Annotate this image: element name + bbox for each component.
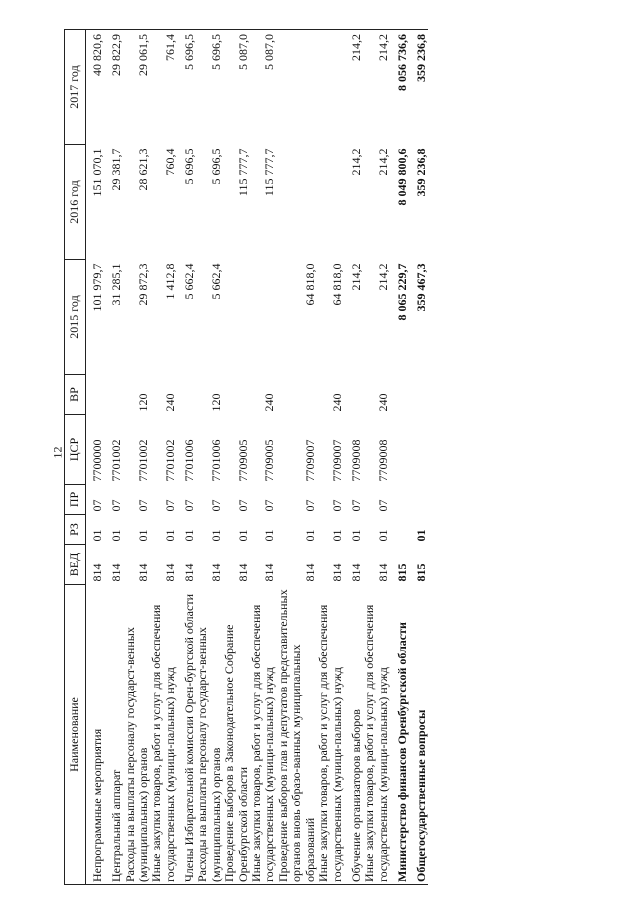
table-row [409,30,428,885]
row-value-2017: 5 696,5 [196,30,223,145]
row-rz: 01 [208,529,223,542]
header-csr: ЦСР [65,415,86,485]
row-ved: 814 [262,563,277,582]
row-name: Расходы на выплаты персоналу государст-венных (муниципальных) органов [196,585,223,885]
row-name: Иные закупки товаров, работ и услуг для обеспечения государственных (муници-пальных) нужд [250,585,277,885]
row-csr: 7701002 [109,439,124,482]
row-csr: 7701002 [135,439,150,482]
row-pr: 07 [329,499,344,512]
row-value-2017: 29 061,5 [124,30,151,145]
row-pr: 07 [181,499,196,512]
row-name: Иные закупки товаров, работ и услуг для обеспечения государственных (муници-пальных) нужд [317,585,344,885]
row-ved: 815 [394,563,409,582]
row-name: Проведение выборов в Законодательное Собрание Оренбургской области [223,585,250,885]
row-ved: 814 [235,563,250,582]
header-vr: ВР [65,375,86,415]
row-value-2017: 214,2 [344,30,363,145]
row-csr: 7701006 [181,439,196,482]
row-ved: 814 [109,563,124,582]
row-value-2017: 40 820,6 [86,30,105,145]
row-ved: 814 [329,563,344,582]
header-2015: 2015 год [65,260,86,375]
row-rz: 01 [109,529,124,542]
row-vr [86,375,105,415]
row-vr [105,375,124,415]
row-value-2015: 1 412,8 [162,263,177,300]
rotated-table-container [64,30,624,885]
row-value-2016: 115 777,7 [262,148,277,197]
row-vr [177,375,196,415]
row-name: Иные закупки товаров, работ и услуг для обеспечения государственных (муници-пальных) нужд [363,585,390,885]
row-name: Обучение организаторов выборов [344,585,363,885]
row-rz: 01 [375,529,390,542]
row-pr: 07 [235,499,250,512]
row-value-2015: 5 662,4 [208,263,223,300]
row-value-2016: 151 070,1 [90,148,105,197]
row-ved: 814 [181,563,196,582]
row-vr [223,375,250,415]
row-ved: 814 [135,563,150,582]
row-name: Непрограммные мероприятия [86,585,105,885]
row-rz: 01 [162,529,177,542]
row-value-2015: 101 979,7 [90,263,105,312]
row-ved: 814 [208,563,223,582]
row-pr: 07 [262,499,277,512]
row-pr: 07 [162,499,177,512]
table-row [86,30,105,885]
row-value-2017 [317,30,344,145]
row-value-2016: 8 049 800,6 [394,148,409,206]
row-ved: 814 [302,563,317,582]
row-value-2016 [277,145,317,260]
row-value-2016: 214,2 [348,148,363,176]
row-value-2017: 214,2 [363,30,390,145]
row-vr: 240 [262,393,277,412]
row-name: Расходы на выплаты персоналу государст-венных (муниципальных) органов [124,585,151,885]
row-value-2016: 214,2 [375,148,390,176]
row-value-2016: 359 236,8 [413,148,428,197]
row-rz: 01 [262,529,277,542]
row-csr: 7701006 [208,439,223,482]
header-pr: ПР [65,485,86,515]
table-row [150,30,177,885]
row-value-2017 [277,30,317,145]
row-ved: 814 [348,563,363,582]
row-value-2017: 8 056 736,6 [390,30,409,145]
row-csr [390,415,409,485]
row-value-2017: 5 087,0 [223,30,250,145]
header-name: Наименование [65,585,86,885]
row-rz: 01 [348,529,363,542]
table-row [223,30,250,885]
row-value-2015: 359 467,3 [413,263,428,312]
row-csr: 7701002 [162,439,177,482]
row-pr: 07 [135,499,150,512]
row-rz: 01 [135,529,150,542]
row-csr: 7709008 [375,439,390,482]
table-row [105,30,124,885]
row-pr [390,485,409,515]
row-value-2016: 115 777,7 [235,148,250,197]
row-value-2016: 29 381,7 [109,148,124,191]
row-value-2016: 28 621,3 [135,148,150,191]
header-ved: ВЕД [65,545,86,585]
table-row [317,30,344,885]
table-row [277,30,317,885]
row-value-2017: 29 822,9 [105,30,124,145]
row-value-2015: 64 818,0 [302,263,317,306]
row-value-2016: 5 696,5 [208,148,223,185]
row-vr: 240 [162,393,177,412]
row-csr: 7700000 [90,439,105,482]
row-csr: 7709007 [302,439,317,482]
row-name: Иные закупки товаров, работ и услуг для обеспечения государственных (муници-пальных) нужд [150,585,177,885]
row-csr: 7709008 [348,439,363,482]
row-value-2015: 29 872,3 [135,263,150,306]
row-value-2017: 359 236,8 [409,30,428,145]
header-rz: РЗ [65,515,86,545]
row-vr [390,375,409,415]
row-ved: 814 [375,563,390,582]
table-body [86,30,428,885]
budget-table [64,29,428,885]
row-value-2016: 760,4 [162,148,177,176]
table-row [363,30,390,885]
row-rz: 01 [90,529,105,542]
row-value-2016 [317,145,344,260]
row-ved: 815 [413,563,428,582]
row-csr [409,415,428,485]
table-row [390,30,409,885]
row-value-2015 [223,260,250,375]
page-number: 12 [50,446,65,459]
row-rz: 01 [181,529,196,542]
row-pr: 07 [375,499,390,512]
row-name: Члены Избирательной комиссии Орен-бургской области [177,585,196,885]
header-2017: 2017 год [65,30,86,145]
row-pr: 07 [90,499,105,512]
row-vr [277,375,317,415]
row-pr: 07 [208,499,223,512]
row-value-2015 [250,260,277,375]
row-rz [390,515,409,545]
row-pr: 07 [302,499,317,512]
row-value-2015: 5 662,4 [181,263,196,300]
row-vr [409,375,428,415]
table-row [250,30,277,885]
row-value-2015: 8 065 229,7 [394,263,409,321]
row-name: Министерство финансов Оренбургской области [390,585,409,885]
row-value-2015: 214,2 [348,263,363,291]
row-value-2017: 761,4 [150,30,177,145]
row-ved: 814 [90,563,105,582]
row-csr: 7709005 [262,439,277,482]
row-name: Общегосударственные вопросы [409,585,428,885]
row-name: Проведение выборов глав и депутатов представительных органов вновь образо-ванных муниципальных образований [277,585,317,885]
row-rz: 01 [235,529,250,542]
row-rz: 01 [329,529,344,542]
row-value-2016: 5 696,5 [181,148,196,185]
row-vr: 120 [208,393,223,412]
row-csr: 7709007 [329,439,344,482]
table-header-row [65,30,86,885]
row-value-2015: 214,2 [375,263,390,291]
row-vr: 240 [375,393,390,412]
row-rz: 01 [302,529,317,542]
row-vr: 240 [329,393,344,412]
row-pr: 07 [109,499,124,512]
row-vr: 120 [135,393,150,412]
row-pr [409,485,428,515]
row-rz: 01 [413,529,428,542]
row-ved: 814 [162,563,177,582]
row-value-2015: 64 818,0 [329,263,344,306]
table-row [177,30,196,885]
row-vr [344,375,363,415]
row-value-2015: 31 285,1 [109,263,124,306]
row-value-2017: 5 087,0 [250,30,277,145]
row-csr: 7709005 [235,439,250,482]
row-pr: 07 [348,499,363,512]
table-row [344,30,363,885]
row-name: Центральный аппарат [105,585,124,885]
table-row [196,30,223,885]
table-row [124,30,151,885]
row-value-2017: 5 696,5 [177,30,196,145]
header-2016: 2016 год [65,145,86,260]
